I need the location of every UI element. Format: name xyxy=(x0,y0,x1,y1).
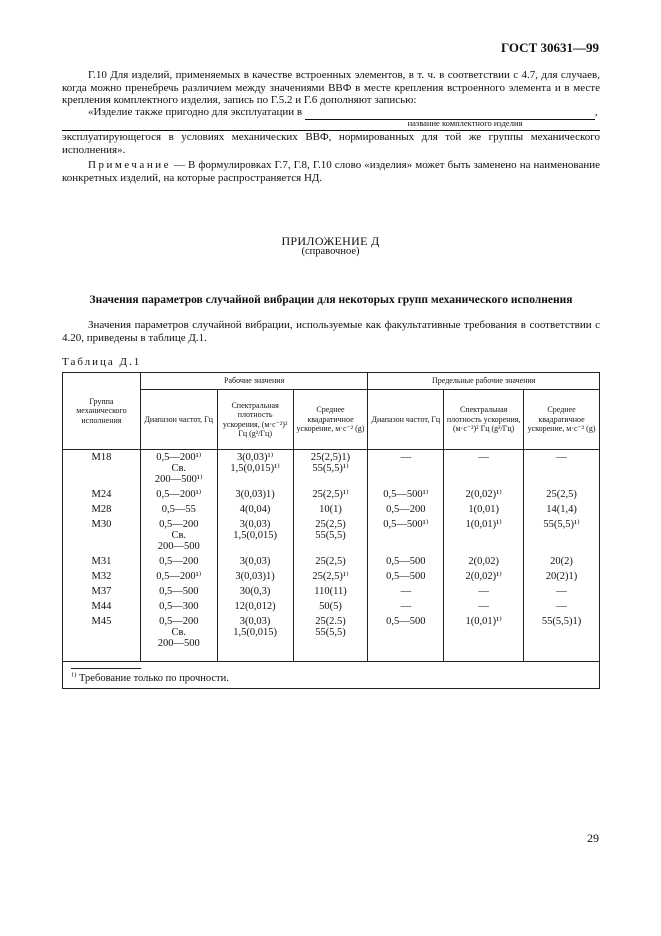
cell-range-limit xyxy=(368,584,444,599)
footnote-rule xyxy=(71,668,141,669)
cell-line: М37 xyxy=(91,586,112,597)
cell-line: Св. xyxy=(171,463,187,474)
cell-rms xyxy=(293,599,368,614)
cell-line: 0,5—200 xyxy=(159,556,199,567)
cell-psd xyxy=(217,502,293,517)
cell-line: 0,5—500 xyxy=(386,616,426,627)
cell-range xyxy=(140,599,217,614)
cell-line: — xyxy=(478,601,489,612)
cell-line: Св. xyxy=(171,530,187,541)
appendix-subtitle: (справочное) xyxy=(301,246,360,257)
cell-line: 1(0,01)¹⁾ xyxy=(465,616,502,627)
cell-psd xyxy=(217,517,293,554)
header-rms: Среднее квадратичное ускорение, м·с⁻² (g) xyxy=(293,390,368,450)
note-label: Примечание xyxy=(88,159,171,171)
header-group: Группа механического исполнения xyxy=(63,373,141,450)
cell-line: 10(1) xyxy=(319,504,342,515)
cell-rms xyxy=(293,517,368,554)
cell-group xyxy=(63,569,141,584)
cell-line: — xyxy=(478,452,489,463)
cell-line: 1,5(0,015) xyxy=(233,627,277,638)
header-psd: Спектральная плотность ускорения, (м·с⁻²)² Гц (g²/Гц) xyxy=(217,390,293,450)
cell-line: 200—500 xyxy=(157,541,200,552)
cell-line: 0,5—500 xyxy=(159,586,199,597)
cell-line: 1,5(0,015)¹⁾ xyxy=(230,463,280,474)
cell-group xyxy=(63,450,141,488)
cell-line: 20(2) xyxy=(550,556,573,567)
cell-line: 0,5—200 xyxy=(159,616,199,627)
cell-rms xyxy=(293,614,368,651)
cell-range xyxy=(140,584,217,599)
cell-rms-limit xyxy=(524,502,600,517)
cell-rms-limit xyxy=(524,569,600,584)
header-range: Диапазон частот, Гц xyxy=(140,390,217,450)
cell-group xyxy=(63,554,141,569)
cell-psd-limit xyxy=(444,614,524,651)
vibration-table xyxy=(62,372,600,689)
cell-line: 55(5,5)¹⁾ xyxy=(312,463,349,474)
cell-rms-limit xyxy=(524,554,600,569)
cell-line: 3(0,03) xyxy=(239,616,271,627)
cell-line: 25(2,5) xyxy=(315,519,346,530)
cell-line: М44 xyxy=(91,601,112,612)
cell-line: — xyxy=(400,586,412,597)
cell-group xyxy=(63,502,141,517)
cell-psd-limit xyxy=(444,599,524,614)
cell-line: — xyxy=(556,452,567,463)
cell-range xyxy=(140,554,217,569)
cell-psd-limit xyxy=(444,517,524,554)
cell-line: М24 xyxy=(91,489,112,500)
header-limit: Предельные рабочие значения xyxy=(368,373,600,390)
cell-line: 25(2,5)¹⁾ xyxy=(312,489,349,500)
cell-line: 0,5—200 xyxy=(159,519,199,530)
table-row xyxy=(63,599,600,614)
cell-rms-limit xyxy=(524,614,600,651)
cell-line: Св. xyxy=(171,627,187,638)
cell-rms xyxy=(293,502,368,517)
page-number: 29 xyxy=(587,831,599,845)
cell-range xyxy=(140,487,217,502)
cell-range-limit xyxy=(368,487,444,502)
cell-line: 1(0,01) xyxy=(468,504,499,515)
cell-line: 3(0,03)1) xyxy=(235,571,275,582)
cell-rms xyxy=(293,569,368,584)
cell-psd xyxy=(217,599,293,614)
cell-line: 3(0,03) xyxy=(239,556,271,567)
cell-range xyxy=(140,517,217,554)
quote-end: эксплуатирующегося в условиях механических ВВФ, нормированных для той же группы механического исполнения». xyxy=(62,131,600,156)
cell-rms-limit xyxy=(524,584,600,599)
cell-psd-limit xyxy=(444,487,524,502)
cell-line: 55(5,5)¹⁾ xyxy=(543,519,580,530)
cell-line: 20(2)1) xyxy=(545,571,578,582)
cell-psd-limit xyxy=(444,569,524,584)
cell-line: 3(0,03)¹⁾ xyxy=(236,452,274,463)
cell-line: 2(0,02)¹⁾ xyxy=(465,571,502,582)
cell-rms-limit xyxy=(524,517,600,554)
cell-range-limit xyxy=(368,554,444,569)
cell-line: 55(5,5)1) xyxy=(541,616,582,627)
spacer-cell xyxy=(63,651,141,662)
table-row xyxy=(63,487,600,502)
note-paragraph xyxy=(62,159,600,184)
cell-line: М18 xyxy=(91,452,112,463)
cell-line: 4(0,04) xyxy=(239,504,271,515)
table-row xyxy=(63,517,600,554)
cell-line: 50(5) xyxy=(319,601,342,612)
cell-psd xyxy=(217,487,293,502)
cell-rms xyxy=(293,584,368,599)
cell-line: — xyxy=(478,586,489,597)
cell-line: 30(0,3) xyxy=(239,586,271,597)
header-psd-limit: Спектральная плотность ускорения, (м·с⁻²)² Гц (g²/Гц) xyxy=(444,390,524,450)
cell-range xyxy=(140,450,217,488)
cell-line: М30 xyxy=(91,519,112,530)
cell-line: 0,5—200 xyxy=(386,504,426,515)
cell-line: 0,5—200¹⁾ xyxy=(156,452,202,463)
cell-psd xyxy=(217,569,293,584)
cell-rms xyxy=(293,554,368,569)
cell-line: 2(0,02)¹⁾ xyxy=(465,489,502,500)
cell-line: 0,5—200¹⁾ xyxy=(156,489,202,500)
paragraph-g10: Г.10 Для изделий, применяемых в качестве встроенных элементов, в т. ч. в соответствии с 4.7, для случаев, когда можно пренебречь различием между значениями ВВФ в месте крепления встроенного элемента и в месте крепления комплектного изделия, запись по Г.5.2 и Г.6 дополняют записью: xyxy=(62,69,600,107)
cell-line: М45 xyxy=(91,616,112,627)
cell-psd xyxy=(217,614,293,651)
cell-line: 25(2,5)¹⁾ xyxy=(312,571,349,582)
cell-line: 14(1,4) xyxy=(546,504,577,515)
cell-range xyxy=(140,502,217,517)
cell-line: 25(2,5) xyxy=(315,556,346,567)
spacer-cell xyxy=(368,651,444,662)
cell-line: 110(11) xyxy=(314,586,347,597)
cell-line: 12(0,012) xyxy=(234,601,276,612)
appendix-title: ПРИЛОЖЕНИЕ Д xyxy=(281,234,380,248)
cell-rms-limit xyxy=(524,487,600,502)
cell-range-limit xyxy=(368,599,444,614)
header-rms-limit: Среднее квадратичное ускорение, м·с⁻² (g) xyxy=(524,390,600,450)
cell-line: 1(0,01)¹⁾ xyxy=(465,519,502,530)
cell-psd xyxy=(217,554,293,569)
cell-line: М31 xyxy=(91,556,112,567)
cell-line: 0,5—55 xyxy=(161,504,196,515)
cell-line: 3(0,03)1) xyxy=(235,489,275,500)
table-row xyxy=(63,584,600,599)
cell-line: — xyxy=(556,601,567,612)
spacer-cell xyxy=(217,651,293,662)
cell-psd-limit xyxy=(444,450,524,488)
cell-line: 0,5—500¹⁾ xyxy=(383,519,429,530)
table-spacer xyxy=(63,651,600,662)
cell-line: — xyxy=(400,601,412,612)
cell-line: М32 xyxy=(91,571,112,582)
table-row xyxy=(63,569,600,584)
cell-rms-limit xyxy=(524,450,600,488)
footnote-mark: 1) xyxy=(71,671,77,679)
spacer-cell xyxy=(293,651,368,662)
cell-line: — xyxy=(556,586,567,597)
table-footnote xyxy=(63,662,600,689)
document-header: ГОСТ 30631—99 xyxy=(500,40,599,55)
cell-line: 25(2,5) xyxy=(546,489,577,500)
cell-group xyxy=(63,584,141,599)
note-text: — В формулировках Г.7, Г.8, Г.10 слово «изделия» может быть заменено на наименование конкретных изделий, на которые распространяется НД. xyxy=(62,159,600,184)
cell-range-limit xyxy=(368,614,444,651)
spacer-cell xyxy=(524,651,600,662)
cell-line: 0,5—500 xyxy=(386,556,426,567)
cell-line: 0,5—500 xyxy=(386,571,426,582)
intro-paragraph: Значения параметров случайной вибрации, используемые как факультативные требования в соответствии с 4.20, приведены в таблице Д.1. xyxy=(62,319,600,344)
cell-group xyxy=(63,599,141,614)
table-body xyxy=(63,450,600,662)
cell-line: 25(2.5) xyxy=(315,616,346,627)
cell-line: 55(5,5) xyxy=(315,530,346,541)
cell-range xyxy=(140,614,217,651)
spacer-cell xyxy=(140,651,217,662)
cell-group xyxy=(63,517,141,554)
cell-range-limit xyxy=(368,450,444,488)
cell-line: — xyxy=(400,452,412,463)
cell-line: 200—500 xyxy=(157,638,200,649)
cell-range xyxy=(140,569,217,584)
cell-psd-limit xyxy=(444,584,524,599)
quote-start: «Изделие также пригодно для эксплуатации в xyxy=(88,106,303,118)
cell-line: М28 xyxy=(91,504,112,515)
cell-rms-limit xyxy=(524,599,600,614)
section-title: Значения параметров случайной вибрации для некоторых групп механического исполнения xyxy=(89,294,573,306)
cell-psd xyxy=(217,450,293,488)
cell-range-limit xyxy=(368,569,444,584)
cell-line: 1,5(0,015) xyxy=(233,530,277,541)
cell-line: 2(0,02) xyxy=(468,556,499,567)
cell-line: 3(0,03) xyxy=(239,519,271,530)
header-working: Рабочие значения xyxy=(140,373,368,390)
spacer-cell xyxy=(444,651,524,662)
cell-line: 55(5,5) xyxy=(315,627,346,638)
table-row xyxy=(63,502,600,517)
table-row xyxy=(63,450,600,488)
cell-rms xyxy=(293,487,368,502)
quote-comma: , xyxy=(594,106,598,118)
cell-group xyxy=(63,487,141,502)
table-label: Таблица Д.1 xyxy=(62,356,142,368)
cell-psd xyxy=(217,584,293,599)
cell-group xyxy=(63,614,141,651)
blank-caption: название комплектного изделия xyxy=(407,118,523,128)
cell-line: 200—500¹⁾ xyxy=(154,474,203,485)
cell-line: 0,5—300 xyxy=(159,601,199,612)
footnote-text: Требование только по прочности. xyxy=(76,673,229,684)
cell-psd-limit xyxy=(444,554,524,569)
cell-line: 25(2,5)1) xyxy=(310,452,351,463)
header-range-limit: Диапазон частот, Гц xyxy=(368,390,444,450)
cell-psd-limit xyxy=(444,502,524,517)
cell-range-limit xyxy=(368,517,444,554)
cell-line: 0,5—200¹⁾ xyxy=(156,571,202,582)
table-row xyxy=(63,614,600,651)
table-row xyxy=(63,554,600,569)
cell-range-limit xyxy=(368,502,444,517)
cell-line: 0,5—500¹⁾ xyxy=(383,489,429,500)
cell-rms xyxy=(293,450,368,488)
